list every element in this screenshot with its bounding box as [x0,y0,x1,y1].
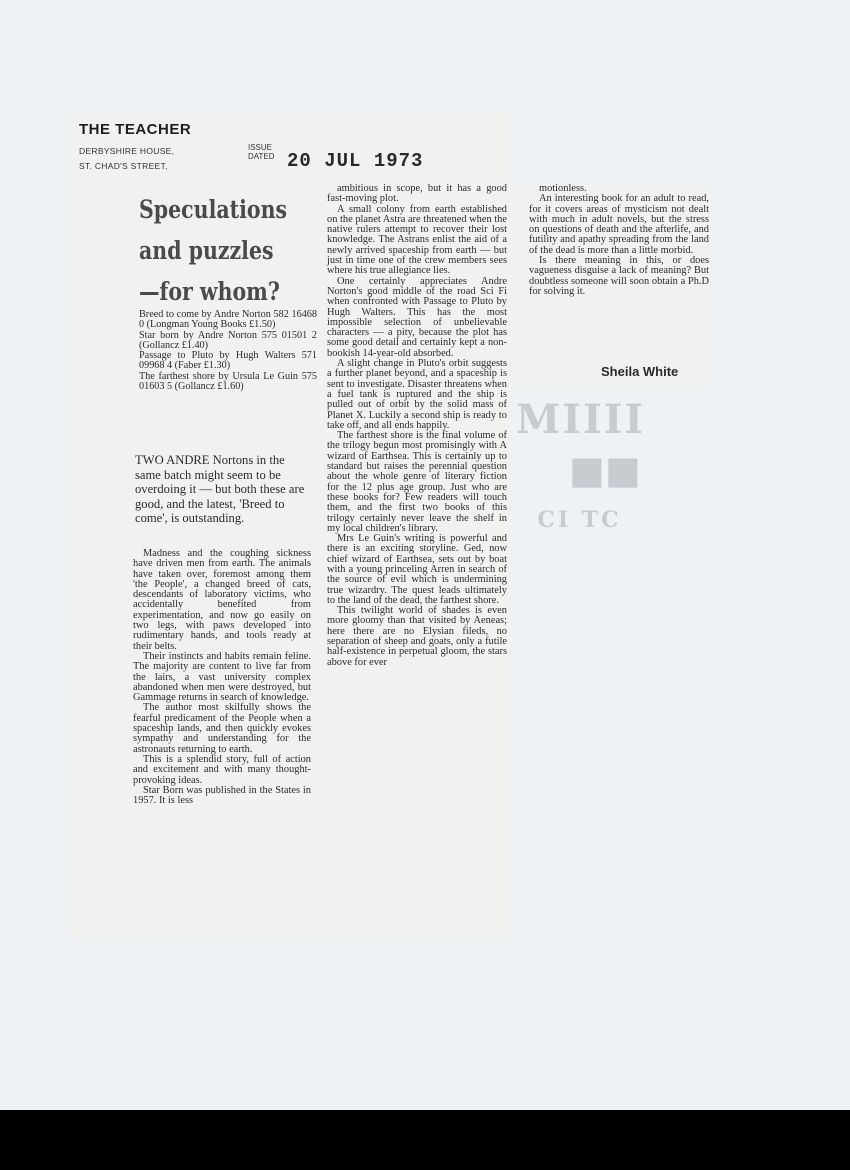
paragraph: Star Born was published in the States in 1957. It is less [133,784,311,807]
article-column-1 [133,549,311,806]
address-line-1: DERBYSHIRE HOUSE, [79,146,175,156]
book-list [139,310,317,392]
publication-address [79,144,174,174]
book-entry: Star born by Andre Norton 575 01501 2 (Gollancz £1.40) [139,329,317,351]
book-entry: The farthest shore by Ursula Le Guin 575 01603 5 (Gollancz £1.60) [139,370,317,393]
article-column-2 [327,184,507,668]
paragraph: The author most skilfully shows the fearful predicament of the People when a spaceship lands, and then quickly evokes sympathy and understanding for the astronauts returning to earth. [133,702,311,755]
article-headline [139,189,287,312]
show-through-print: MIIII ■■ CI TC [516,396,646,533]
address-line-2: ST. CHAD'S STREET, [79,161,168,171]
paragraph: One certainly appreciates Andre Norton's good middle of the road Sci Fi when confronted with Passage to Pluto by Hugh Walters. This has the most impossible selection of unbelievable characters — a pity, because the plot has some good detail and certainly kept a non-bookish 14-year-old absorbed. [327,275,507,359]
headline-line-1: Speculations [139,195,288,224]
paragraph: Madness and the coughing sickness have driven men from earth. The animals have taken over, foremost among them 'the People', a changed breed of cats, descendants of laboratory victims, who accidentally benefited from experimentation, and now go easily on two legs, with paws developed into rudimentary hands, and tools ready at their belts. [133,548,311,652]
book-entry: Passage to Pluto by Hugh Walters 571 09968 4 (Faber £1.30) [139,350,317,372]
paragraph: ambitious in scope, but it has a good fast-moving plot. [327,183,507,205]
paragraph: The farthest shore is the final volume of the trilogy begun most promisingly with A wizard of Earthsea. This is certainly up to standard but raises the perennial question about the whole genre of literary fiction for the 12 plus age group. Just who are these books for? Few readers will touch them, and the first two books of this trilogy certainly never leave the shelf in my local children's library. [327,430,507,534]
paragraph: An interesting book for an adult to read, for it covers areas of mysticism not dealt with much in adult novels, but the stress on questions of death and the afterlife, and futility and apathy spreading from the land of the dead is more than a little morbid. [529,193,709,256]
article-lead: TWO ANDRE Nortons in the same batch might seem to be overdoing it — but both these are good, and the latest, 'Breed to come', is outstanding. [135,453,305,526]
issue-date-stamp: 20 JUL 1973 [287,150,424,172]
headline-line-3: —for whom? [139,277,280,306]
paragraph: This is a splendid story, full of action and excitement and with many thought-provoking ideas. [133,753,311,786]
paragraph: Their instincts and habits remain feline. The majority are content to live far from the lairs, a vast university complex abandoned when men were destroyed, but Gammage returns in search of knowledge. [133,650,311,704]
author-signature: Sheila White [601,364,679,379]
article-column-3 [529,184,709,297]
paragraph: motionless. [539,183,587,194]
issue-label-2: DATED [248,152,275,161]
publication-name: THE TEACHER [79,121,192,138]
paragraph: Mrs Le Guin's writing is powerful and there is an exciting storyline. Ged, now chief wizard of Earthsea, sets out by boat with a young princeling Arren in search of the source of evil which is undermining true wizardry. The quest leads ultimately to the land of the dead, the farthest shore. [327,533,507,606]
paragraph: This twilight world of shades is even more gloomy than that visited by Aeneas; here there are no Elysian fileds, no separation of sheep and goats, only a futile half-existence in perpetual gloom, the stars above for ever [327,605,507,668]
paragraph: A slight change in Pluto's orbit suggests a further planet beyond, and a spaceship is sent to investigate. Disaster threatens when a fuel tank is ruptured and the ship is pulled out of orbit by the solid mass of Planet X. Luckily a second ship is ready to take off, and all ends happily. [327,358,507,431]
headline-line-2: and puzzles [139,236,274,265]
paragraph: Is there meaning in this, or does vagueness disguise a lack of meaning? But doubtless someone will soon obtain a Ph.D for solving it. [529,255,709,297]
paragraph: A small colony from earth established on the planet Astra are threatened when the native rulers attempt to recover their lost knowledge. The Astrans enlist the aid of a newly arrived spaceship from earth — but just in time one of the crew members sees where his true allegiance lies. [327,203,507,277]
book-entry: Breed to come by Andre Norton 582 16468 0 (Longman Young Books £1.50) [139,309,317,331]
issue-label [248,143,275,161]
issue-label-1: ISSUE [248,143,273,152]
